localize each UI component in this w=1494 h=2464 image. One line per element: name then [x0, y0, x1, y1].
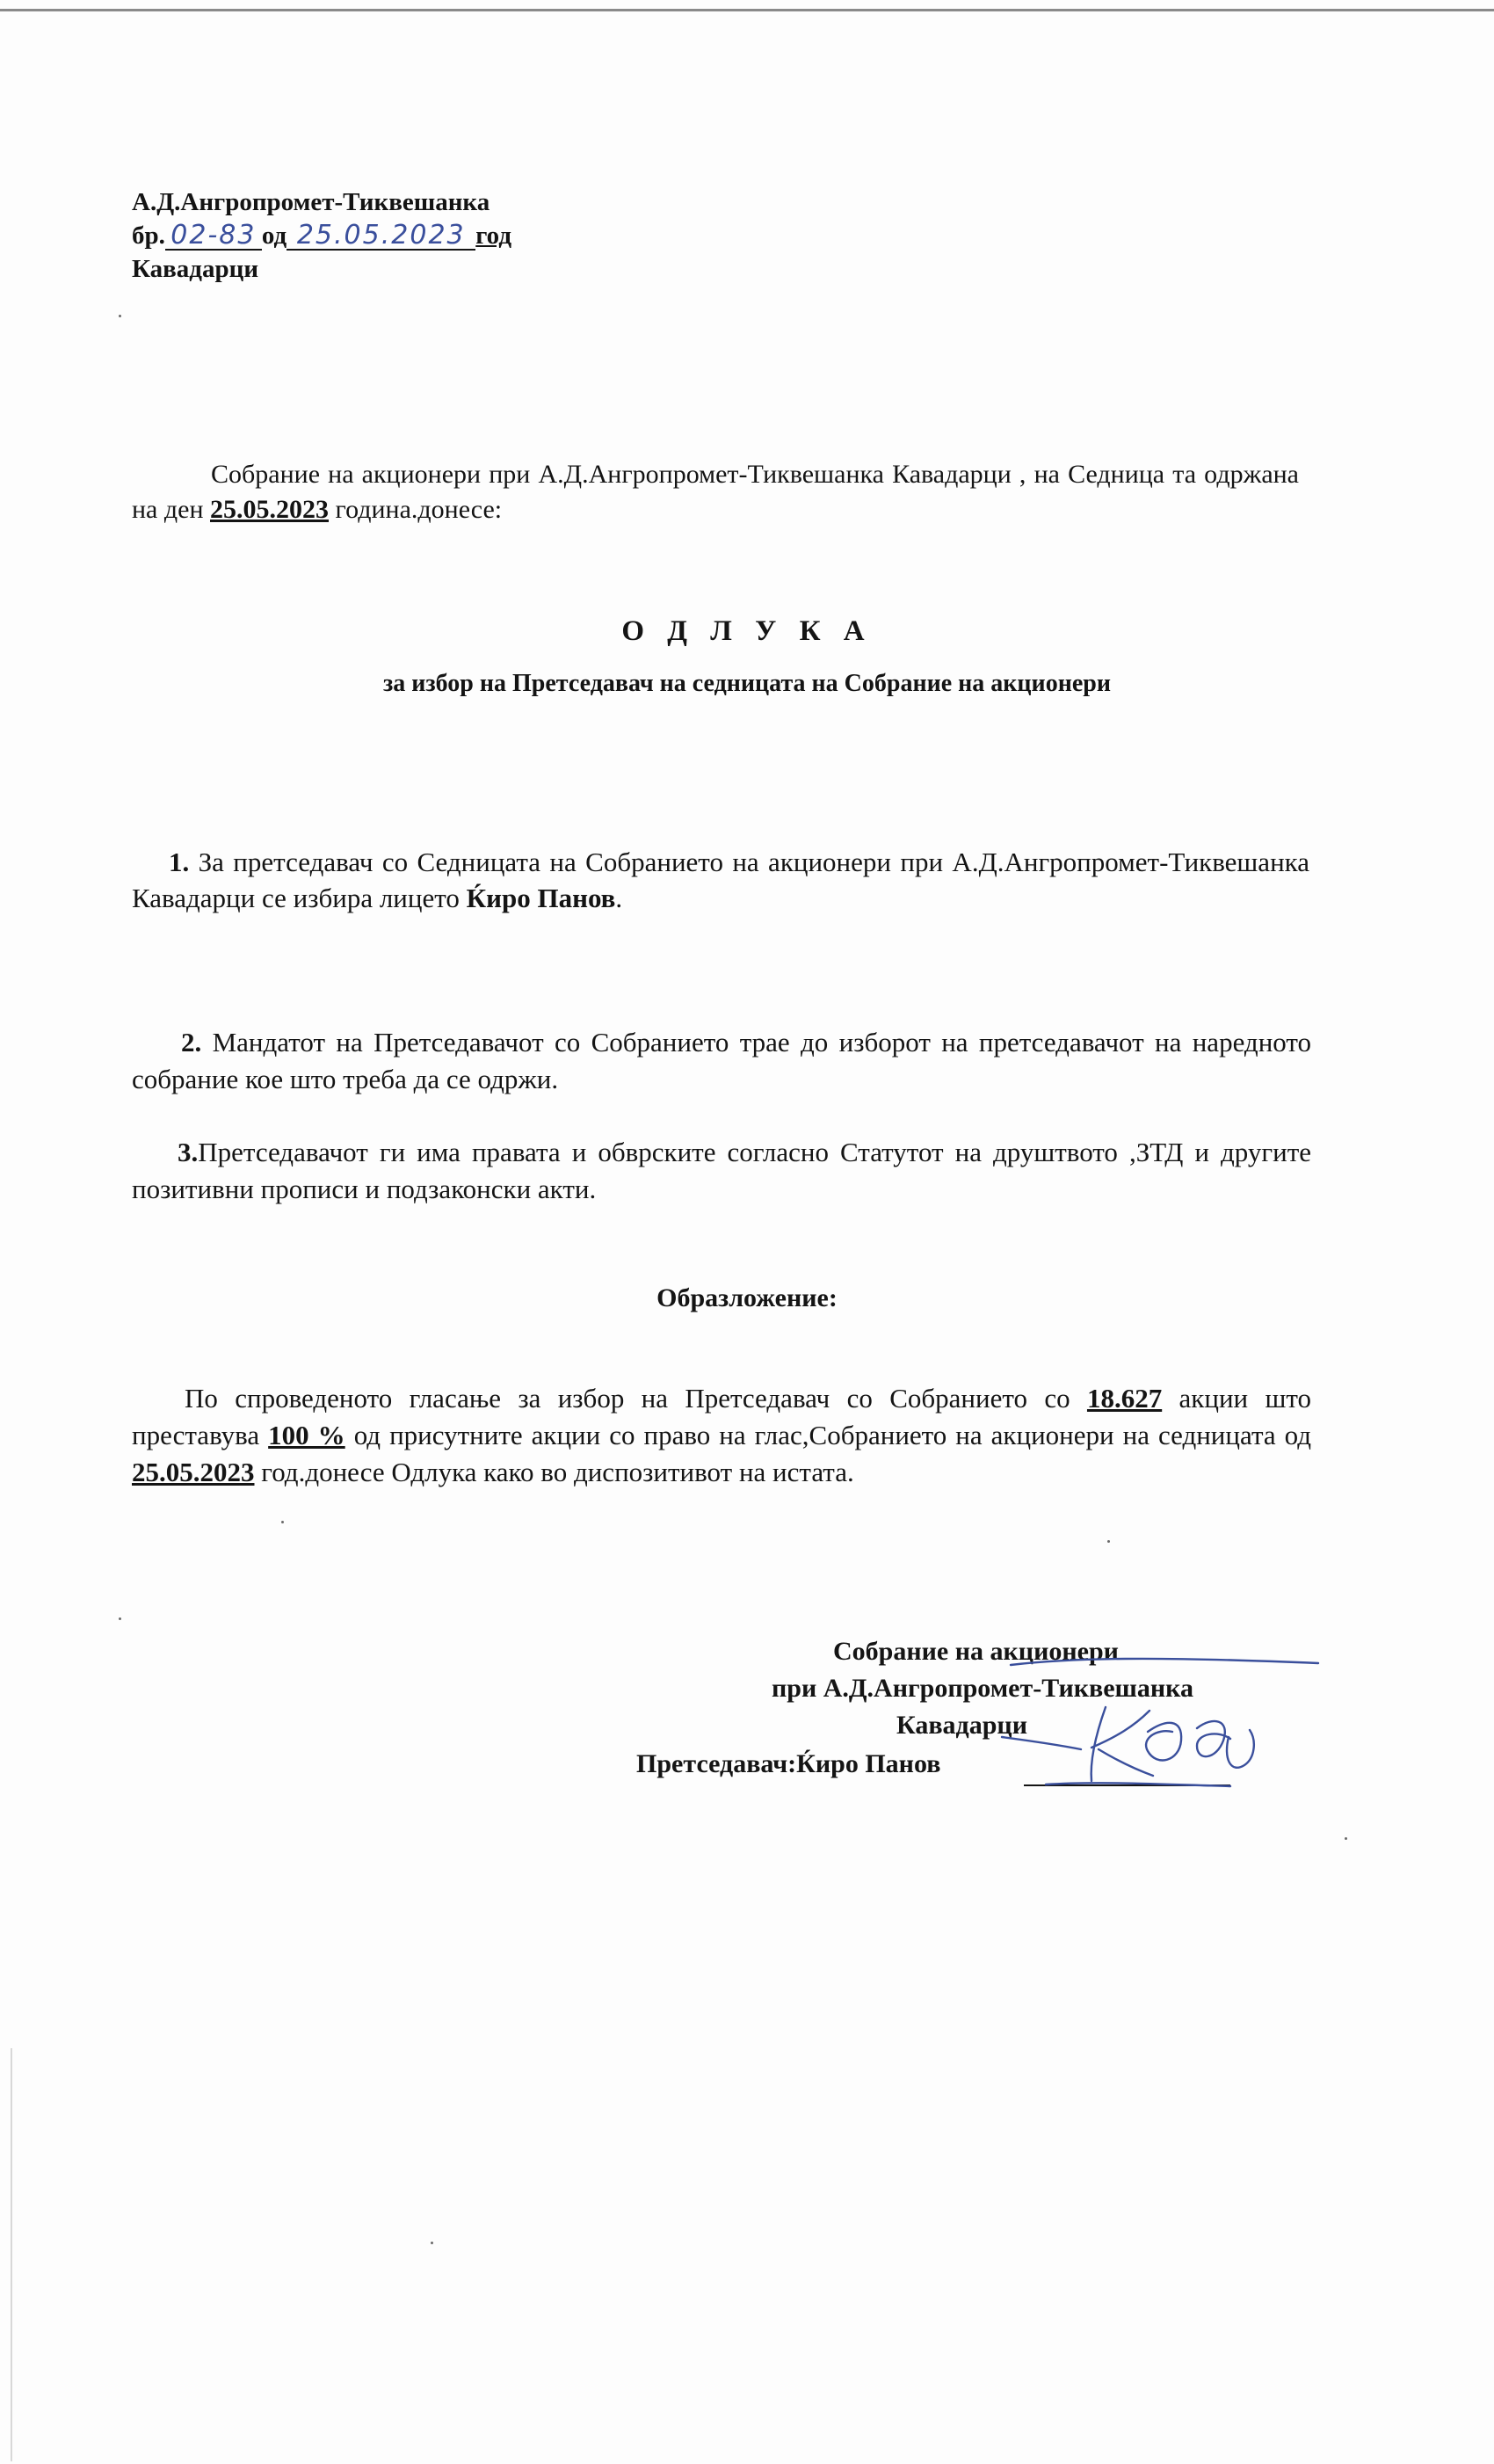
date-value: 25.05.2023 — [296, 220, 466, 251]
signature-line-3: Кавадарци — [896, 1711, 1027, 1740]
reasoning-part2: акции што преставува — [132, 1383, 1311, 1450]
point-3 — [132, 1134, 1311, 1208]
decision-title: О Д Л У К А — [621, 615, 873, 647]
reasoning-date: 25.05.2023 — [132, 1457, 255, 1487]
point-2-text: Мандатот на Претседавачот со Собранието трае до изборот на претседавачот на наредното собрание кое што треба да се одржи. — [132, 1027, 1312, 1094]
scan-speck — [119, 315, 121, 317]
point-2 — [132, 1024, 1311, 1098]
intro-paragraph — [132, 457, 1299, 527]
scan-speck — [281, 1521, 284, 1523]
point-2-number: 2. — [181, 1027, 202, 1058]
reasoning-part1: По спроведеното гласање за избор на Претседавач со Собранието со — [185, 1383, 1070, 1414]
signature-line-4: Претседавач:Ќиро Панов — [636, 1749, 941, 1778]
number-value: 02-83 — [170, 220, 257, 251]
point-3-number: 3. — [178, 1137, 199, 1167]
scan-speck — [1345, 1837, 1347, 1840]
decision-subtitle: за избор на Претседавач на седницата на Собрание на акционери — [383, 670, 1111, 697]
reasoning-paragraph — [132, 1380, 1311, 1491]
reasoning-shares: 18.627 — [1086, 1383, 1163, 1414]
point-1-name: Ќиро Панов — [466, 883, 616, 913]
point-1-text: За претседавач со Седницата на Собранието на акционери при А.Д.Ангропромет-Тиквешанка Кавадарци се избира лицето — [132, 847, 1310, 913]
handwritten-signature — [993, 1653, 1327, 1802]
point-1 — [132, 844, 1309, 916]
scan-speck — [431, 2242, 433, 2244]
date-field — [286, 222, 475, 251]
reasoning-part3: од присутните акции со право на глас,Собранието на акционери на седницата од — [353, 1420, 1312, 1450]
intro-text-after: година.донесе: — [335, 495, 503, 524]
year-suffix: год — [475, 222, 512, 250]
number-prefix: бр. — [132, 222, 165, 250]
scan-speck — [1107, 1540, 1110, 1543]
point-3-text: Претседавачот ги има правата и обврските согласно Статутот на друштвото ,ЗТД и другите позитивни прописи и подзаконски акти. — [132, 1137, 1311, 1204]
point-1-end: . — [615, 883, 623, 913]
point-1-number: 1. — [169, 847, 190, 877]
date-prefix: од — [261, 222, 287, 250]
header-company: А.Д.Ангропромет-Тиквешанка — [132, 188, 490, 216]
scan-edge-line — [0, 9, 1494, 11]
reasoning-heading: Образложение: — [656, 1283, 838, 1312]
signature-line-2: при А.Д.Ангропромет-Тиквешанка — [772, 1674, 1193, 1703]
intro-text: Собрание на акционери при А.Д.Ангропромет-Тиквешанка Кавадарци , на Седница та одржана на ден — [132, 460, 1299, 524]
scan-fold-line — [11, 2048, 12, 2461]
header-city: Кавадарци — [132, 255, 259, 283]
scan-speck — [119, 1617, 121, 1620]
reasoning-percent: 100 % — [268, 1420, 345, 1450]
number-field — [165, 222, 262, 251]
intro-date: 25.05.2023 — [210, 495, 330, 524]
header-number-line — [132, 222, 511, 251]
signature-line-1: Собрание на акционери — [833, 1637, 1119, 1666]
reasoning-part4: год.донесе Одлука како во диспозитивот на истата. — [261, 1457, 854, 1487]
